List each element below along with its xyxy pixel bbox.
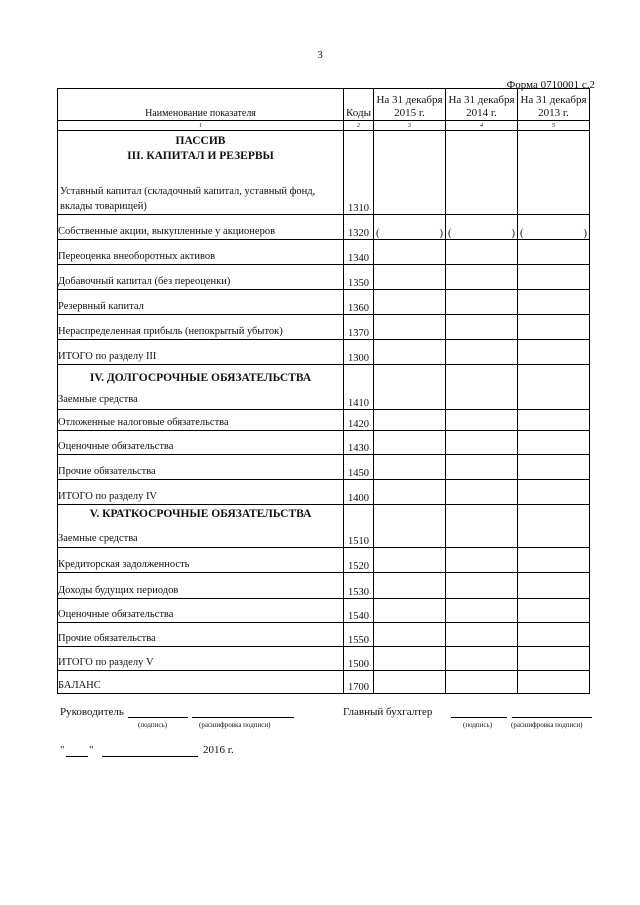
table-row (58, 431, 590, 455)
accountant-signature-line[interactable] (451, 717, 507, 718)
value-cell[interactable] (446, 573, 518, 599)
value-cell[interactable] (446, 548, 518, 573)
table-row (58, 623, 590, 647)
row-name-1410: Заемные средства (58, 394, 138, 405)
table-row (58, 315, 590, 340)
row-name-1370: Нераспределенная прибыль (непокрытый убыток) (58, 315, 344, 340)
row-name-1540: Оценочные обязательства (58, 599, 344, 623)
paren-open: ( (520, 228, 524, 239)
row-code-1370: 1370 (344, 315, 374, 340)
value-cell[interactable] (446, 480, 518, 505)
accountant-decode-line[interactable] (512, 717, 592, 718)
value-cell[interactable] (518, 215, 590, 240)
date-quote-open: " (60, 744, 65, 756)
value-cell[interactable] (374, 599, 446, 623)
value-cell[interactable] (518, 480, 590, 505)
value-cell[interactable] (518, 410, 590, 431)
row-code-1700: 1700 (344, 671, 374, 694)
value-cell[interactable] (374, 240, 446, 265)
value-cell[interactable] (374, 480, 446, 505)
table-row (58, 215, 590, 240)
value-cell[interactable] (374, 455, 446, 480)
value-cell[interactable] (518, 647, 590, 671)
value-cell[interactable] (446, 431, 518, 455)
header-code: Коды (344, 89, 374, 121)
row-code-1550: 1550 (344, 623, 374, 647)
value-cell[interactable] (374, 671, 446, 694)
page-number: 3 (317, 49, 323, 61)
head-signature-line[interactable] (128, 717, 188, 718)
value-cell[interactable] (518, 265, 590, 290)
row-code-1360: 1360 (344, 290, 374, 315)
row-name-1320: Собственные акции, выкупленные у акционеров (58, 215, 344, 240)
header-name: Наименование показателя (58, 89, 344, 121)
value-cell[interactable] (518, 340, 590, 365)
value-cell[interactable] (374, 265, 446, 290)
row-name-1550: Прочие обязательства (58, 623, 344, 647)
value-cell[interactable] (374, 131, 446, 215)
table-row (58, 265, 590, 290)
table-row (58, 573, 590, 599)
head-label: Руководитель (60, 706, 124, 718)
value-cell[interactable] (374, 340, 446, 365)
value-cell[interactable] (374, 573, 446, 599)
value-cell[interactable] (518, 290, 590, 315)
row-name-1520: Кредиторская задолженность (58, 548, 344, 573)
value-cell[interactable] (446, 455, 518, 480)
row-code-1310: 1310 (344, 131, 374, 215)
row-name-1450: Прочие обязательства (58, 455, 344, 480)
row-name (58, 365, 344, 410)
col-number: 2 (344, 121, 374, 131)
value-cell[interactable] (518, 240, 590, 265)
table-row (58, 455, 590, 480)
section-title-shortterm: V. КРАТКОСРОЧНЫЕ ОБЯЗАТЕЛЬСТВА (89, 508, 312, 520)
header-period-2014: На 31 декабря 2014 г. (446, 89, 518, 121)
value-cell[interactable] (446, 647, 518, 671)
row-name-1310: Уставный капитал (складочный капитал, уставный фонд, вклады товарищей) (60, 186, 316, 212)
balance-table (57, 88, 590, 694)
table-row (58, 290, 590, 315)
value-cell[interactable] (374, 410, 446, 431)
header-period-2015: На 31 декабря 2015 г. (374, 89, 446, 121)
paren-open: ( (376, 228, 380, 239)
value-cell[interactable] (518, 599, 590, 623)
row-name-1300: ИТОГО по разделу III (58, 340, 344, 365)
row-code-1430: 1430 (344, 431, 374, 455)
form-code: Форма 0710001 с.2 (506, 79, 595, 91)
row-name-1430: Оценочные обязательства (58, 431, 344, 455)
row-name-1530: Доходы будущих периодов (58, 573, 344, 599)
row-name-1700: БАЛАНС (58, 671, 344, 694)
table-row (58, 480, 590, 505)
paren-open: ( (448, 228, 452, 239)
value-cell[interactable] (374, 215, 446, 240)
table-row (58, 599, 590, 623)
row-name-1420: Отложенные налоговые обязательства (58, 410, 344, 431)
row-name-1350: Добавочный капитал (без переоценки) (58, 265, 344, 290)
value-cell[interactable] (374, 365, 446, 410)
row-name-1400: ИТОГО по разделу IV (58, 480, 344, 505)
table-row (58, 647, 590, 671)
head-decode-line[interactable] (192, 717, 294, 718)
table-row (58, 548, 590, 573)
value-cell[interactable] (518, 131, 590, 215)
value-cell[interactable] (446, 599, 518, 623)
date-year: 2016 г. (203, 744, 234, 756)
row-code-1540: 1540 (344, 599, 374, 623)
value-cell[interactable] (374, 647, 446, 671)
header-row (58, 89, 590, 121)
head-decode-hint: (расшифровка подписи) (199, 721, 271, 729)
column-numbers-row (58, 121, 590, 131)
table-row (58, 505, 590, 548)
table-row (58, 365, 590, 410)
date-month-line[interactable] (102, 756, 198, 757)
accountant-sign-hint: (подпись) (463, 721, 493, 729)
value-cell[interactable] (446, 315, 518, 340)
head-sign-hint: (подпись) (138, 721, 168, 729)
paren-close: ) (511, 228, 515, 239)
col-number: 5 (518, 121, 590, 131)
row-name-1360: Резервный капитал (58, 290, 344, 315)
value-cell[interactable] (446, 290, 518, 315)
value-cell[interactable] (374, 623, 446, 647)
row-code-1510: 1510 (344, 505, 374, 548)
section-title-capital: III. КАПИТАЛ И РЕЗЕРВЫ (127, 150, 274, 162)
col-number: 1 (58, 121, 344, 131)
value-cell[interactable] (374, 315, 446, 340)
value-cell[interactable] (374, 431, 446, 455)
value-cell[interactable] (446, 410, 518, 431)
value-cell[interactable] (446, 240, 518, 265)
row-name (58, 131, 344, 215)
section-title-longterm: IV. ДОЛГОСРОЧНЫЕ ОБЯЗАТЕЛЬСТВА (89, 372, 312, 384)
value-cell[interactable] (518, 365, 590, 410)
date-day-line[interactable] (66, 756, 88, 757)
row-code-1530: 1530 (344, 573, 374, 599)
row-code-1410: 1410 (344, 365, 374, 410)
value-cell[interactable] (446, 265, 518, 290)
row-code-1420: 1420 (344, 410, 374, 431)
table-row (58, 340, 590, 365)
value-cell[interactable] (446, 623, 518, 647)
value-cell[interactable] (446, 671, 518, 694)
row-code-1400: 1400 (344, 480, 374, 505)
table-row (58, 131, 590, 215)
value-cell[interactable] (518, 573, 590, 599)
value-cell[interactable] (446, 131, 518, 215)
value-cell[interactable] (518, 623, 590, 647)
value-cell[interactable] (518, 455, 590, 480)
value-cell[interactable] (518, 431, 590, 455)
row-code-1450: 1450 (344, 455, 374, 480)
paren-close: ) (439, 228, 443, 239)
row-code-1320: 1320 (344, 215, 374, 240)
value-cell[interactable] (446, 365, 518, 410)
value-cell[interactable] (374, 290, 446, 315)
value-cell[interactable] (446, 340, 518, 365)
section-title-passive: ПАССИВ (175, 135, 226, 147)
row-name (58, 505, 344, 548)
row-code-1300: 1300 (344, 340, 374, 365)
value-cell[interactable] (518, 548, 590, 573)
row-code-1350: 1350 (344, 265, 374, 290)
col-number: 4 (446, 121, 518, 131)
accountant-decode-hint: (расшифровка подписи) (511, 721, 583, 729)
table-row (58, 240, 590, 265)
row-code-1520: 1520 (344, 548, 374, 573)
row-code-1500: 1500 (344, 647, 374, 671)
row-name-1340: Переоценка внеоборотных активов (58, 240, 344, 265)
value-cell[interactable] (518, 505, 590, 548)
col-number: 3 (374, 121, 446, 131)
row-name-1510: Заемные средства (58, 533, 138, 544)
date-quote-close: " (89, 744, 94, 756)
table-row (58, 671, 590, 694)
table-row (58, 410, 590, 431)
value-cell[interactable] (374, 505, 446, 548)
value-cell[interactable] (446, 215, 518, 240)
value-cell[interactable] (518, 671, 590, 694)
row-name-1500: ИТОГО по разделу V (58, 647, 344, 671)
value-cell[interactable] (374, 548, 446, 573)
row-code-1340: 1340 (344, 240, 374, 265)
paren-close: ) (583, 228, 587, 239)
header-period-2013: На 31 декабря 2013 г. (518, 89, 590, 121)
accountant-label: Главный бухгалтер (343, 706, 433, 718)
value-cell[interactable] (446, 505, 518, 548)
value-cell[interactable] (518, 315, 590, 340)
